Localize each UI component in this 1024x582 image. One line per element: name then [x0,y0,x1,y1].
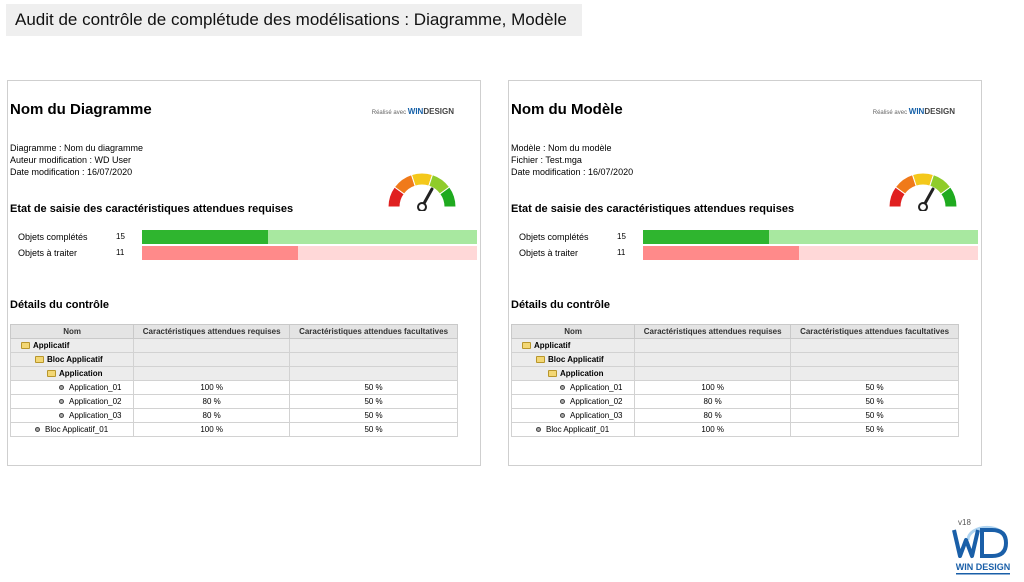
completed-count: 15 [617,232,626,241]
todo-label: Objets à traiter [18,248,78,258]
folder-icon [522,342,531,349]
row-name: Application_02 [69,397,122,406]
optional-value: 50 % [791,381,959,395]
credit [873,107,955,116]
row-name: Application_03 [570,411,623,420]
row-name-cell [512,367,635,381]
control-table [511,324,959,437]
panel-meta [511,142,633,178]
optional-value [791,339,959,353]
credit-brand-win: WIN [407,107,424,116]
meta-line-file: Fichier : Test.mga [511,155,582,165]
panel-title: Nom du Modèle [511,101,623,118]
required-value: 80 % [134,409,290,423]
model-report-panel [508,80,982,466]
object-icon [560,385,565,390]
table-row[interactable] [11,423,458,437]
row-name: Bloc Applicatif_01 [546,425,610,434]
row-name-cell [11,353,134,367]
required-value: 80 % [635,395,791,409]
credit-brand-design: DESIGN [423,107,454,116]
row-name: Applicatif [33,341,70,350]
logo-brand: WIN DESIGN [955,562,1011,572]
column-header[interactable]: Caractéristiques attendues requises [134,325,290,339]
optional-value: 50 % [290,423,458,437]
optional-value [290,367,458,381]
object-icon [560,399,565,404]
object-icon [560,413,565,418]
gauge-icon [384,169,460,211]
slide-title: Audit de contrôle de complétude des modélisations : Diagramme, Modèle [6,4,582,36]
required-value: 80 % [134,395,290,409]
optional-value [290,353,458,367]
optional-value [290,339,458,353]
folder-icon [47,370,56,377]
completed-label: Objets complétés [519,232,589,242]
row-name: Bloc Applicatif [47,355,103,364]
column-header[interactable]: Nom [11,325,134,339]
table-header-row [512,325,959,339]
logo-version: v18 [958,518,971,527]
completed-track [643,230,978,244]
gauge-hub [919,203,927,211]
meta-line-name: Diagramme : Nom du diagramme [10,143,144,153]
row-name-cell [512,395,635,409]
row-name-cell [512,353,635,367]
section-status-title: Etat de saisie des caractéristiques attendues requises [10,203,294,215]
control-table [10,324,458,437]
row-name-cell [11,423,134,437]
object-icon [59,413,64,418]
completed-fill [643,230,769,244]
optional-value [791,353,959,367]
row-name-cell [11,409,134,423]
table-row[interactable] [512,367,959,381]
completed-label: Objets complétés [18,232,88,242]
table-row[interactable] [11,409,458,423]
row-name: Bloc Applicatif [548,355,604,364]
required-value: 100 % [134,423,290,437]
completed-track [142,230,477,244]
row-name: Bloc Applicatif_01 [45,425,109,434]
optional-value: 50 % [290,381,458,395]
credit-brand-win: WIN [908,107,925,116]
folder-icon [21,342,30,349]
row-name-cell [11,381,134,395]
table-header-row [11,325,458,339]
credit-prefix: Réalisé avec [872,110,908,116]
todo-fill [142,246,298,260]
row-name: Application [59,369,103,378]
object-icon [536,427,541,432]
section-details-title: Détails du contrôle [511,299,611,311]
completed-row [18,230,478,244]
panel-title: Nom du Diagramme [10,101,152,118]
todo-label: Objets à traiter [519,248,579,258]
table-row[interactable] [512,395,959,409]
row-name: Application_01 [570,383,623,392]
required-value [635,367,791,381]
folder-icon [35,356,44,363]
table-row[interactable] [11,381,458,395]
row-name-cell [11,367,134,381]
windesign-logo [948,516,1018,578]
todo-row [519,246,979,260]
folder-icon [548,370,557,377]
required-value [134,353,290,367]
column-header[interactable]: Nom [512,325,635,339]
row-name-cell [512,409,635,423]
object-icon [59,399,64,404]
section-status-title: Etat de saisie des caractéristiques attendues requises [511,203,795,215]
todo-count: 11 [617,248,626,257]
meta-line-name: Modèle : Nom du modèle [511,143,612,153]
row-name: Application_03 [69,411,122,420]
table-row[interactable] [11,353,458,367]
credit-prefix: Réalisé avec [371,110,407,116]
column-header[interactable]: Caractéristiques attendues facultatives [791,325,959,339]
table-row[interactable] [512,409,959,423]
row-name: Application_01 [69,383,122,392]
required-value: 100 % [635,423,791,437]
meta-line-date: Date modification : 16/07/2020 [10,167,133,177]
completed-row [519,230,979,244]
folder-icon [536,356,545,363]
optional-value: 50 % [791,395,959,409]
todo-track [643,246,978,260]
section-details-title: Détails du contrôle [10,299,110,311]
required-value: 100 % [635,381,791,395]
table-row[interactable] [512,423,959,437]
completed-count: 15 [116,232,125,241]
optional-value: 50 % [791,409,959,423]
row-name-cell [11,339,134,353]
required-value: 100 % [134,381,290,395]
table-row[interactable] [11,367,458,381]
table-row[interactable] [512,339,959,353]
row-name-cell [11,395,134,409]
row-name: Applicatif [534,341,571,350]
optional-value: 50 % [791,423,959,437]
panel-meta [10,142,143,178]
required-value [635,339,791,353]
completed-fill [142,230,268,244]
optional-value: 50 % [290,409,458,423]
todo-count: 11 [116,248,125,257]
optional-value [791,367,959,381]
diagram-report-panel [7,80,481,466]
credit-brand-design: DESIGN [924,107,955,116]
gauge-icon [885,169,961,211]
table-row[interactable] [512,381,959,395]
meta-line-author: Auteur modification : WD User [10,155,132,165]
row-name-cell [512,339,635,353]
object-icon [59,385,64,390]
object-icon [35,427,40,432]
table-row[interactable] [11,339,458,353]
table-row[interactable] [11,395,458,409]
todo-track [142,246,477,260]
gauge-hub [418,203,426,211]
required-value: 80 % [635,409,791,423]
column-header[interactable]: Caractéristiques attendues facultatives [290,325,458,339]
meta-line-date: Date modification : 16/07/2020 [511,167,634,177]
column-header[interactable]: Caractéristiques attendues requises [635,325,791,339]
row-name: Application [560,369,604,378]
row-name-cell [512,381,635,395]
required-value [134,339,290,353]
credit [372,107,454,116]
required-value [134,367,290,381]
required-value [635,353,791,367]
row-name: Application_02 [570,397,623,406]
table-row[interactable] [512,353,959,367]
todo-row [18,246,478,260]
row-name-cell [512,423,635,437]
optional-value: 50 % [290,395,458,409]
todo-fill [643,246,799,260]
